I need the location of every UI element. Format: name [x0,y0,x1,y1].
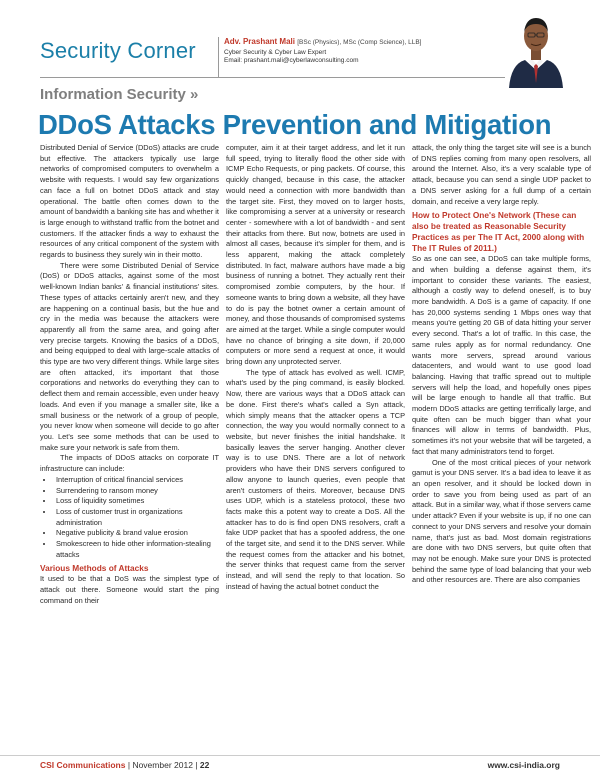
footer-website[interactable]: www.csi-india.org [487,760,560,770]
author-credentials: [BSc (Physics), MSc (Comp Science), LLB] [297,39,422,46]
column-3 [412,143,591,753]
header-rule [40,77,505,78]
footer-rule [0,755,600,756]
author-name: Adv. Prashant Mali [224,37,295,46]
article-kicker: Information Security » [40,86,199,103]
publication-name: CSI Communications [40,760,126,770]
column-1 [40,143,219,753]
paragraph: One of the most critical pieces of your network gamut is your DNS server. It's a bad idea to leave it as an open resolver, and it should be locked down in order to save you from being used as part of an attack. But in a similar way, what if those servers came under attack? Even if your website is up, if no one can connect to your DNS servers and resolve your domain name, that's just as bad. Most domain registrations are done with two DNS servers, but quite often that may not be enough. Make sure your DNS is protected behind the same type of load balancing that your web and other resources are. There are also companies [412,457,591,585]
author-info [224,37,524,64]
paragraph: The type of attack has evolved as well. ICMP, what's used by the ping command, is easily blocked. Now, there are various ways that a DDoS attack can be done. First there's what's called a Syn attack, which simply means that the attacker opens a TCP connection, the way you would normally connect to a website, but never finishes the initial handshake. It basically leaves the server hanging. Another clever way is to use DNS. There are a lot of network providers who have their DNS servers configured to allow anyone to launch queries, even people that aren't customers of theirs. Moreover, because DNS uses UDP, which is a stateless protocol, these two facts make this a potent way to create a DoS. All the attacker has to do is find open DNS resolvers, craft a fake UDP packet that has a spoofed address, the one of the target site, and send it to the DNS server. While the request comes from the attacker and his botnet, the server thinks that request came from the server instead, and will send the reply to that location. So instead of having the actual botnet conduct the [226,367,405,591]
author-role: Cyber Security & Cyber Law Expert [224,49,327,56]
impacts-list [40,475,219,561]
paragraph: It used to be that a DoS was the simplest type of attack out there. Someone would start the ping command on their [40,574,219,605]
list-item: • Loss of liquidity sometimes [54,496,219,507]
paragraph: attack, the only thing the target site will see is a bunch of DNS replies coming from many open resolvers, all around the Internet. Also, it's a very scalable type of attack, because you can send a single UDP packet to a DNS server asking for a full dump of a certain domain, and receive a very large reply. [412,143,591,206]
author-photo [505,8,567,88]
header-divider [218,37,219,77]
subheading-methods: Various Methods of Attacks [40,563,149,574]
paragraph: The impacts of DDoS attacks on corporate IT infrastructure can include: [40,453,219,474]
column-2 [226,143,405,753]
page-header [0,0,600,78]
paragraph: Distributed Denial of Service (DDoS) attacks are crude but effective. The attackers typically use large networks of compromised computers to overwhelm a website with requests. I would say few organizations can face a full on botnet DDoS attack and stay operational. The battle often comes down to the amount of bandwidth a banking site has and whether it is large enough to withstand traffic from the botnet and customers. If the attacker finds a way to exhaust the resources of any critical component of the system with regards to business they surely win in their motto. [40,143,219,260]
article-title: DDoS Attacks Prevention and Mitigation [38,109,552,140]
issue-date: November 2012 [132,760,193,770]
list-item: • Surrendering to ransom money [54,486,219,497]
author-line [224,37,524,46]
section-title: Security Corner [40,38,196,63]
paragraph: There were some Distributed Denial of Service (DoS) or DDoS attacks, against some of the most well-known Indian banks' & financial institutions' sites. These types of attacks certainly aren't new, and they are happening on a continual basis, but the hue and cry in the media was because the attackers were apparently all from the same area, and going after very precise targets. Knowing the basics of a DDoS, and being equipped to deal with large-scale attacks of this type are two very different things. While large sites are often attacked, it's important that those corporations and networks do everything they can to deflect them and remain accessible, even under heavy loads. And even if you manage a smaller site, like a small business or the network of a group of people, you never know when someone will decide to go after you. Let's see some methods that can be used to make sure your network is safe from them. [40,260,219,452]
page-number: 22 [199,760,210,770]
subheading-protection: How to Protect One's Network (These can also be treated as Reasonable Security Practices as per The IT Act, 2000 along with The IT Rules of 2011.) [412,210,585,254]
paragraph: computer, aim it at their target address, and let it run full speed, trying to literally flood the other side with ICMP Echo Requests, or ping packets. Of course, this quickly changed, because in this case, the attacker would need a connection with more bandwidth than the target site. First, they moved on to larger hosts, like compromising a server at a university or research center - somewhere with a lot of bandwidth - and sent their attacks from there. But now, botnets are used in almost all cases, because it's simpler for them, and is less apparent, making the attack completely distributed. In fact, malware authors have made a big business of running a botnet. They actually rent their compromised zombie computers, by the hour. If someone wants to bring down a website, all they have to do is pay the botnet owner a certain amount of money, and those thousands of compromised systems are aimed at the target. While a single computer would have no chance of bringing a site down, if 20,000 computers or more send a request at once, it would bring down any unprotected server. [226,143,405,367]
list-item: • Loss of customer trust in organizations administration [54,507,219,528]
footer-publication: CSI Communications | November 2012 | 22 [40,760,210,770]
list-item: • Negative publicity & brand value erosion [54,528,219,539]
list-item: • Smokescreen to hide other information-stealing attacks [54,539,219,560]
author-email[interactable]: Email: prashant.mali@cyberlawconsulting.com [224,57,359,64]
paragraph: So as one can see, a DDoS can take multiple forms, and when building a defense against them, it's important to consider these variants. The easiest, although a costly way to defend oneself, is to buy more bandwidth. A DoS is a game of capacity. If one has 20,000 systems sending 1 Mbps ones way that means you're getting 20 GB of data hitting your server every second. That's a lot of traffic. In this case, the same rules apply as for normal redundancy. One wants more servers, spread around various datacenters, and would want to use good load balancing. Having that traffic spread out to multiple servers will help the load, and hopefully ones pipes will be large enough to handle all that traffic. But modern DDoS attacks are getting terrifically large, and quite often can be much bigger than what your finances will allow in terms of bandwidth. Plus, sometimes it's not your website that will be targeted, a fact that many administrators tend to forget. [412,254,591,456]
list-item: • Interruption of critical financial services [54,475,219,486]
